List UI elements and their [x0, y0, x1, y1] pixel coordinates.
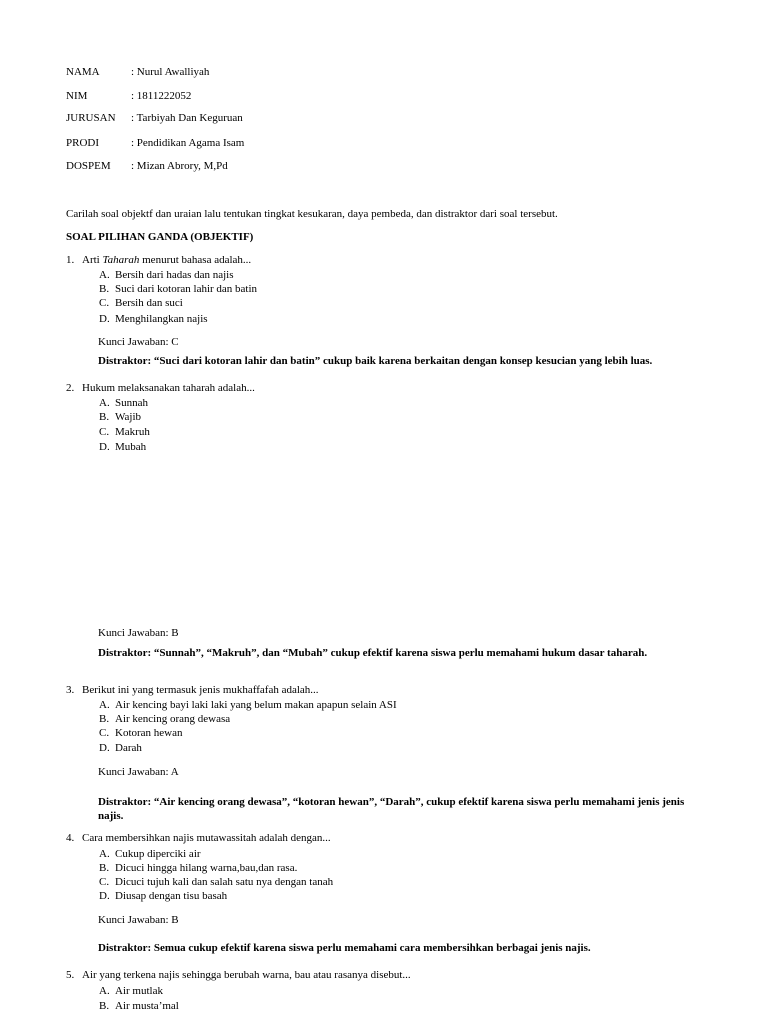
field-label-nim: NIM — [66, 90, 88, 102]
distractor-note: Distraktor: Semua cukup efektif karena siswa perlu memahami cara membersihkan berbagai jenis najis. — [98, 942, 591, 954]
option-text: Kotoran hewan — [115, 727, 183, 739]
field-value-nama: : Nurul Awalliyah — [131, 66, 210, 78]
option-letter: D. — [99, 441, 110, 453]
option-letter: A. — [99, 397, 110, 409]
option-text: Menghilangkan najis — [115, 313, 208, 325]
option-text: Air kencing bayi laki laki yang belum makan apapun selain ASI — [115, 699, 397, 711]
field-value-jurusan: : Tarbiyah Dan Keguruan — [131, 112, 243, 124]
question-text: Cara membersihkan najis mutawassitah adalah dengan... — [82, 832, 331, 844]
question-text: Air yang terkena najis sehingga berubah warna, bau atau rasanya disebut... — [82, 969, 411, 981]
option-letter: C. — [99, 727, 110, 739]
answer-key: Kunci Jawaban: A — [98, 766, 179, 778]
answer-key: Kunci Jawaban: C — [98, 336, 179, 348]
field-label-prodi: PRODI — [66, 137, 100, 149]
section-title: SOAL PILIHAN GANDA (OBJEKTIF) — [66, 231, 254, 243]
option-text: Dicuci tujuh kali dan salah satu nya dengan tanah — [115, 876, 334, 888]
field-value-nim: : 1811222052 — [131, 90, 192, 102]
option-letter: B. — [99, 713, 110, 725]
distractor-note: Distraktor: “Sunnah”, “Makruh”, dan “Mubah” cukup efektif karena siswa perlu memahami hukum dasar taharah. — [98, 647, 648, 659]
option-letter: D. — [99, 890, 110, 902]
option-text: Darah — [115, 742, 142, 754]
option-letter: C. — [99, 297, 110, 309]
option-text: Bersih dari hadas dan najis — [115, 269, 234, 281]
option-letter: D. — [99, 313, 110, 325]
option-letter: A. — [99, 269, 110, 281]
option-letter: A. — [99, 848, 110, 860]
distractor-note: Distraktor: “Air kencing orang dewasa”, “kotoran hewan”, “Darah”, cukup efektif karena siswa perlu memahami jenis jenis najis. — [98, 796, 685, 822]
option-letter: B. — [99, 283, 110, 295]
field-label-nama: NAMA — [66, 66, 100, 78]
option-text: Cukup diperciki air — [115, 848, 201, 860]
field-value-prodi: : Pendidikan Agama Isam — [131, 137, 245, 149]
question-text: Arti Taharah menurut bahasa adalah... — [82, 254, 252, 266]
option-text: Makruh — [115, 426, 150, 438]
question-number: 4. — [66, 832, 75, 844]
option-text: Mubah — [115, 441, 147, 453]
option-letter: C. — [99, 876, 110, 888]
option-letter: A. — [99, 985, 110, 997]
field-label-jurusan: JURUSAN — [66, 112, 116, 124]
option-text: Diusap dengan tisu basah — [115, 890, 228, 902]
option-letter: B. — [99, 411, 110, 423]
distractor-note: Distraktor: “Suci dari kotoran lahir dan batin” cukup baik karena berkaitan dengan konsep kesucian yang lebih luas. — [98, 355, 653, 367]
question-number: 3. — [66, 684, 75, 696]
question-text: Hukum melaksanakan taharah adalah... — [82, 382, 255, 394]
option-letter: D. — [99, 742, 110, 754]
option-text: Bersih dan suci — [115, 297, 183, 309]
option-text: Suci dari kotoran lahir dan batin — [115, 283, 258, 295]
option-text: Air kencing orang dewasa — [115, 713, 231, 725]
option-text: Sunnah — [115, 397, 148, 409]
option-text: Air mutlak — [115, 985, 163, 997]
field-value-dospem: : Mizan Abrory, M,Pd — [131, 160, 228, 172]
answer-key: Kunci Jawaban: B — [98, 914, 179, 926]
question-number: 2. — [66, 382, 75, 394]
question-text: Berikut ini yang termasuk jenis mukhaffafah adalah... — [82, 684, 319, 696]
question-term: Taharah — [102, 254, 140, 266]
option-letter: B. — [99, 862, 110, 874]
option-text: Dicuci hingga hilang warna,bau,dan rasa. — [115, 862, 298, 874]
option-text: Wajib — [115, 411, 141, 423]
option-letter: A. — [99, 699, 110, 711]
answer-key: Kunci Jawaban: B — [98, 627, 179, 639]
instruction-text: Carilah soal objektf dan uraian lalu tentukan tingkat kesukaran, daya pembeda, dan distraktor dari soal tersebut. — [66, 208, 558, 220]
option-text: Air musta’mal — [115, 1000, 179, 1012]
question-number: 5. — [66, 969, 75, 981]
option-letter: C. — [99, 426, 110, 438]
option-letter: B. — [99, 1000, 110, 1012]
question-number: 1. — [66, 254, 75, 266]
field-label-dospem: DOSPEM — [66, 160, 111, 172]
